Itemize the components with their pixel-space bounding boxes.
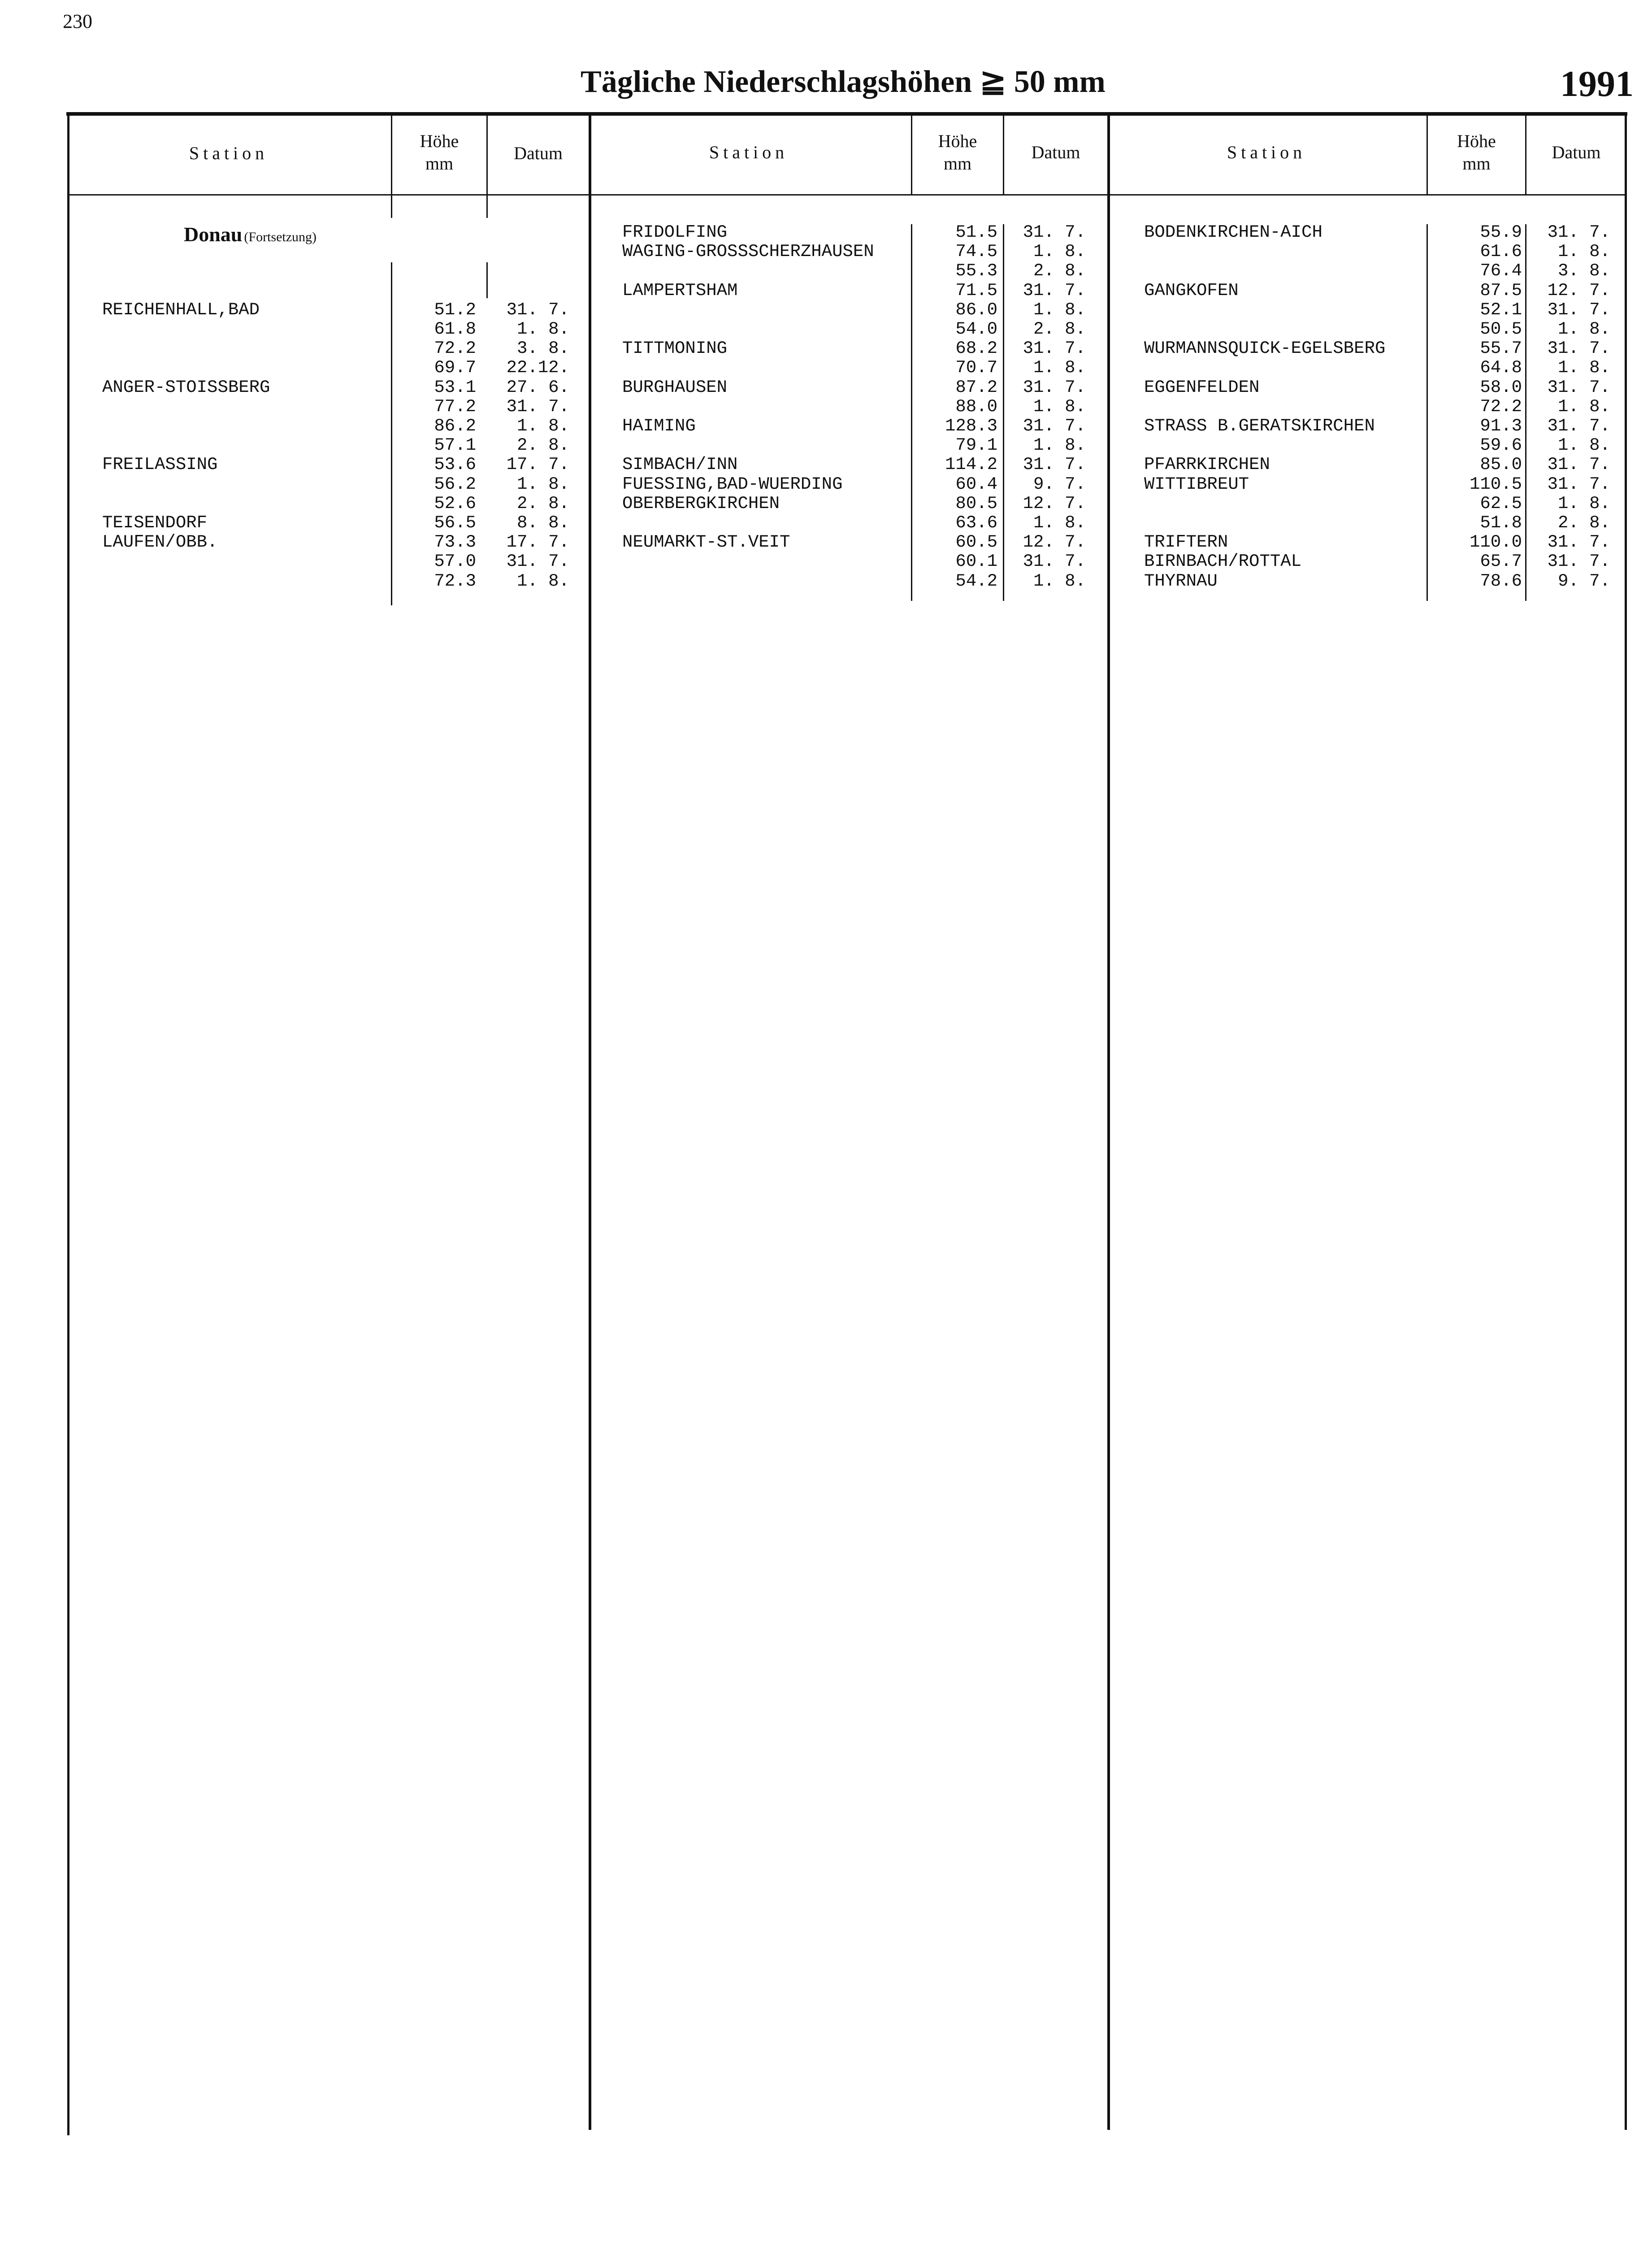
date-value: 31. 7. <box>506 396 569 417</box>
section-note: (Fortsetzung) <box>244 230 317 244</box>
station-name: TEISENDORF <box>102 513 208 533</box>
precip-value: 56.2 <box>434 474 476 494</box>
date-value: 31. 7. <box>1023 280 1086 300</box>
date-value: 1. 8. <box>1557 319 1610 339</box>
precip-value: 86.2 <box>434 416 476 436</box>
header-datum: Datum <box>1031 142 1080 162</box>
header-hoehe <box>1428 130 1525 175</box>
precip-value: 51.2 <box>434 300 476 320</box>
station-name: BURGHAUSEN <box>622 377 728 397</box>
date-value: 1. 8. <box>516 571 569 591</box>
date-value: 31. 7. <box>1023 552 1086 572</box>
date-value: 31. 7. <box>506 300 569 320</box>
precip-value: 54.2 <box>955 571 997 591</box>
precip-value: 114.2 <box>945 455 997 475</box>
date-value: 1. 8. <box>1557 435 1610 456</box>
date-value: 2. 8. <box>1557 513 1610 533</box>
header-station: Station <box>709 142 789 162</box>
station-name: NEUMARKT-ST.VEIT <box>622 532 790 552</box>
station-name: BODENKIRCHEN-AICH <box>1144 222 1322 242</box>
precip-value: 69.7 <box>434 358 476 378</box>
table-top-rule <box>66 112 1627 116</box>
page-year: 1991 <box>1560 63 1634 104</box>
precip-value: 80.5 <box>955 493 997 513</box>
row-bracket <box>1003 224 1004 601</box>
date-value: 31. 7. <box>1547 222 1610 242</box>
date-value: 31. 7. <box>1023 222 1086 242</box>
header-hoehe-unit: mm <box>425 153 454 174</box>
precip-value: 53.6 <box>434 455 476 475</box>
precip-value: 72.2 <box>434 339 476 359</box>
station-name: WURMANNSQUICK-EGELSBERG <box>1144 339 1386 359</box>
section-heading <box>184 222 317 246</box>
precip-value: 52.1 <box>1480 300 1522 320</box>
station-name: TRIFTERN <box>1144 532 1228 552</box>
precip-value: 65.7 <box>1480 552 1522 572</box>
header-hoehe-label: Höhe <box>1457 131 1496 151</box>
date-value: 1. 8. <box>1557 358 1610 378</box>
precip-value: 63.6 <box>955 513 997 533</box>
station-name: FRIDOLFING <box>622 222 728 242</box>
date-value: 12. 7. <box>1023 493 1086 513</box>
precip-value: 52.6 <box>434 493 476 513</box>
precip-value: 60.4 <box>955 474 997 494</box>
precip-value: 58.0 <box>1480 377 1522 397</box>
date-value: 8. 8. <box>516 513 569 533</box>
header-hoehe-label: Höhe <box>938 131 977 151</box>
date-value: 3. 8. <box>516 339 569 359</box>
station-name: PFARRKIRCHEN <box>1144 455 1270 475</box>
row-bracket <box>391 196 392 218</box>
header-datum: Datum <box>1552 142 1601 162</box>
header-hoehe-unit: mm <box>1462 153 1491 174</box>
precip-value: 60.5 <box>955 532 997 552</box>
station-name: STRASS B.GERATSKIRCHEN <box>1144 416 1375 436</box>
precip-value: 60.1 <box>955 552 997 572</box>
date-value: 31. 7. <box>1547 455 1610 475</box>
table-right-rule <box>1625 112 1627 2130</box>
date-value: 1. 8. <box>1033 396 1086 417</box>
date-value: 2. 8. <box>1033 319 1086 339</box>
date-value: 1. 8. <box>1033 571 1086 591</box>
precip-value: 57.1 <box>434 435 476 456</box>
date-value: 1. 8. <box>516 474 569 494</box>
precip-value: 56.5 <box>434 513 476 533</box>
date-value: 31. 7. <box>1547 300 1610 320</box>
date-value: 31. 7. <box>1023 339 1086 359</box>
table-left-rule <box>67 112 69 2135</box>
date-value: 2. 8. <box>1033 261 1086 281</box>
station-name: FREILASSING <box>102 455 218 475</box>
date-value: 31. 7. <box>1023 377 1086 397</box>
date-value: 12. 7. <box>1023 532 1086 552</box>
station-name: BIRNBACH/ROTTAL <box>1144 552 1302 572</box>
date-value: 27. 6. <box>506 377 569 397</box>
date-value: 2. 8. <box>516 435 569 456</box>
precip-value: 61.8 <box>434 319 476 339</box>
precip-value: 128.3 <box>945 416 997 436</box>
precip-value: 70.7 <box>955 358 997 378</box>
precip-value: 55.7 <box>1480 339 1522 359</box>
precip-value: 51.5 <box>955 222 997 242</box>
column-divider-2 <box>1107 112 1110 2130</box>
precip-value: 55.9 <box>1480 222 1522 242</box>
date-value: 9. 7. <box>1557 571 1610 591</box>
date-value: 31. 7. <box>1547 552 1610 572</box>
precip-value: 73.3 <box>434 532 476 552</box>
station-name: REICHENHALL,BAD <box>102 300 260 320</box>
precip-value: 61.6 <box>1480 242 1522 262</box>
precip-value: 53.1 <box>434 377 476 397</box>
precip-value: 72.2 <box>1480 396 1522 417</box>
date-value: 1. 8. <box>1033 242 1086 262</box>
precip-value: 87.5 <box>1480 280 1522 300</box>
precip-value: 88.0 <box>955 396 997 417</box>
date-value: 31. 7. <box>1547 377 1610 397</box>
date-value: 31. 7. <box>1023 416 1086 436</box>
station-name: OBERBERGKIRCHEN <box>622 493 780 513</box>
date-value: 1. 8. <box>1033 435 1086 456</box>
date-value: 17. 7. <box>506 455 569 475</box>
date-value: 31. 7. <box>1023 455 1086 475</box>
date-value: 9. 7. <box>1033 474 1086 494</box>
precip-value: 110.0 <box>1469 532 1522 552</box>
date-value: 3. 8. <box>1557 261 1610 281</box>
date-value: 2. 8. <box>516 493 569 513</box>
precip-value: 72.3 <box>434 571 476 591</box>
date-value: 1. 8. <box>1033 358 1086 378</box>
precip-value: 62.5 <box>1480 493 1522 513</box>
precip-value: 76.4 <box>1480 261 1522 281</box>
date-value: 1. 8. <box>1033 513 1086 533</box>
date-value: 1. 8. <box>516 416 569 436</box>
precip-value: 78.6 <box>1480 571 1522 591</box>
precip-value: 68.2 <box>955 339 997 359</box>
precip-value: 91.3 <box>1480 416 1522 436</box>
station-name: WAGING-GROSSSCHERZHAUSEN <box>622 242 874 262</box>
date-value: 31. 7. <box>1547 532 1610 552</box>
station-name: SIMBACH/INN <box>622 455 738 475</box>
row-bracket <box>391 262 392 605</box>
precip-value: 74.5 <box>955 242 997 262</box>
header-station: Station <box>189 143 269 163</box>
date-value: 31. 7. <box>1547 339 1610 359</box>
precip-value: 55.3 <box>955 261 997 281</box>
header-datum: Datum <box>514 143 563 163</box>
station-name: WITTIBREUT <box>1144 474 1249 494</box>
station-name: LAMPERTSHAM <box>622 280 738 300</box>
header-hoehe-label: Höhe <box>420 131 459 151</box>
header-hoehe <box>392 130 486 175</box>
page-number: 230 <box>63 10 92 32</box>
date-value: 1. 8. <box>516 319 569 339</box>
column-divider-1 <box>589 112 591 2130</box>
header-hoehe <box>912 130 1003 175</box>
row-bracket <box>486 262 488 298</box>
station-name: GANGKOFEN <box>1144 280 1239 300</box>
date-value: 17. 7. <box>506 532 569 552</box>
date-value: 31. 7. <box>1547 474 1610 494</box>
station-name: HAIMING <box>622 416 696 436</box>
date-value: 31. 7. <box>506 552 569 572</box>
precip-value: 64.8 <box>1480 358 1522 378</box>
date-value: 1. 8. <box>1557 396 1610 417</box>
station-name: EGGENFELDEN <box>1144 377 1260 397</box>
date-value: 1. 8. <box>1557 242 1610 262</box>
header-hoehe-unit: mm <box>943 153 972 174</box>
date-value: 22.12. <box>506 358 569 378</box>
precip-value: 51.8 <box>1480 513 1522 533</box>
precip-value: 110.5 <box>1469 474 1522 494</box>
precip-value: 77.2 <box>434 396 476 417</box>
row-bracket <box>1427 224 1428 601</box>
precip-value: 50.5 <box>1480 319 1522 339</box>
row-bracket <box>1525 224 1526 601</box>
row-bracket <box>911 224 912 601</box>
section-name: Donau <box>184 223 243 246</box>
precip-value: 59.6 <box>1480 435 1522 456</box>
station-name: FUESSING,BAD-WUERDING <box>622 474 843 494</box>
date-value: 1. 8. <box>1557 493 1610 513</box>
precip-value: 87.2 <box>955 377 997 397</box>
station-name: LAUFEN/OBB. <box>102 532 218 552</box>
station-name: TITTMONING <box>622 339 728 359</box>
precip-value: 71.5 <box>955 280 997 300</box>
page-title: Tägliche Niederschlagshöhen ≧ 50 mm <box>581 65 1106 99</box>
precip-value: 86.0 <box>955 300 997 320</box>
precip-value: 57.0 <box>434 552 476 572</box>
header-station: Station <box>1227 142 1306 162</box>
precip-value: 85.0 <box>1480 455 1522 475</box>
date-value: 31. 7. <box>1547 416 1610 436</box>
date-value: 12. 7. <box>1547 280 1610 300</box>
date-value: 1. 8. <box>1033 300 1086 320</box>
station-name: THYRNAU <box>1144 571 1218 591</box>
precip-value: 54.0 <box>955 319 997 339</box>
row-bracket <box>486 196 488 218</box>
station-name: ANGER-STOISSBERG <box>102 377 270 397</box>
precip-value: 79.1 <box>955 435 997 456</box>
header-bottom-rule <box>68 194 1626 196</box>
